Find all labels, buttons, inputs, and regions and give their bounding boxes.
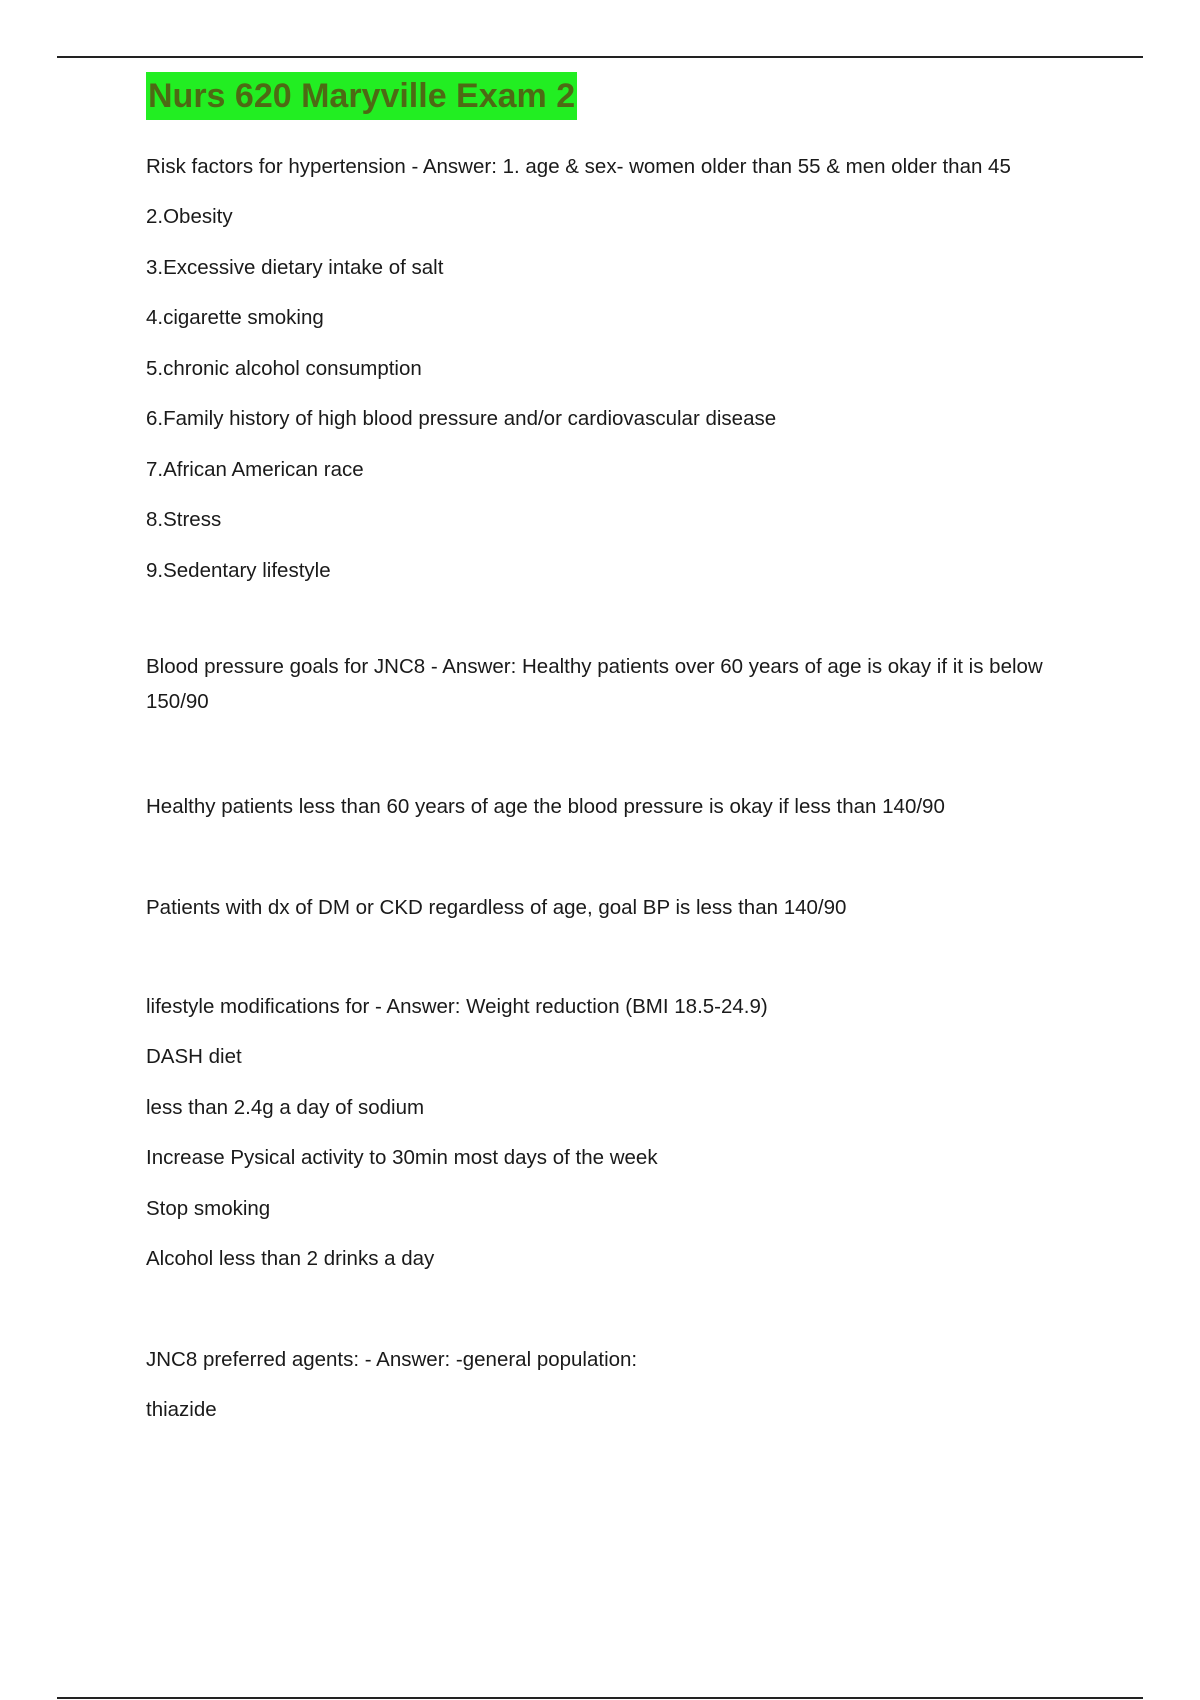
text-line: Patients with dx of DM or CKD regardless of age, goal BP is less than 140/90 [146,896,847,919]
text-line: 5.chronic alcohol consumption [146,357,422,380]
text-line: 9.Sedentary lifestyle [146,559,331,582]
text-line: DASH diet [146,1045,242,1068]
document-title: Nurs 620 Maryville Exam 2 [146,72,577,120]
text-line: thiazide [146,1398,217,1421]
text-line: JNC8 preferred agents: - Answer: -general population: [146,1348,638,1371]
text-line: 4.cigarette smoking [146,306,324,329]
top-rule [57,56,1143,58]
text-line: Alcohol less than 2 drinks a day [146,1247,435,1270]
bottom-rule [57,1697,1143,1699]
text-line: 2.Obesity [146,205,233,228]
text-line: 8.Stress [146,508,222,531]
text-line: less than 2.4g a day of sodium [146,1096,425,1119]
text-line: Stop smoking [146,1197,271,1220]
text-line: 7.African American race [146,458,364,481]
text-line: Increase Pysical activity to 30min most days of the week [146,1146,658,1169]
text-line: lifestyle modifications for - Answer: Weight reduction (BMI 18.5-24.9) [146,995,768,1018]
text-line: 3.Excessive dietary intake of salt [146,256,444,279]
text-line: Risk factors for hypertension - Answer: 1. age & sex- women older than 55 & men older than 45 [146,155,1011,178]
text-line: Healthy patients less than 60 years of age the blood pressure is okay if less than 140/90 [146,795,945,818]
text-line: Blood pressure goals for JNC8 - Answer: Healthy patients over 60 years of age is okay if it is below 150/90 [146,655,1043,713]
text-line: 6.Family history of high blood pressure and/or cardiovascular disease [146,407,777,430]
document-body [146,72,1106,1421]
